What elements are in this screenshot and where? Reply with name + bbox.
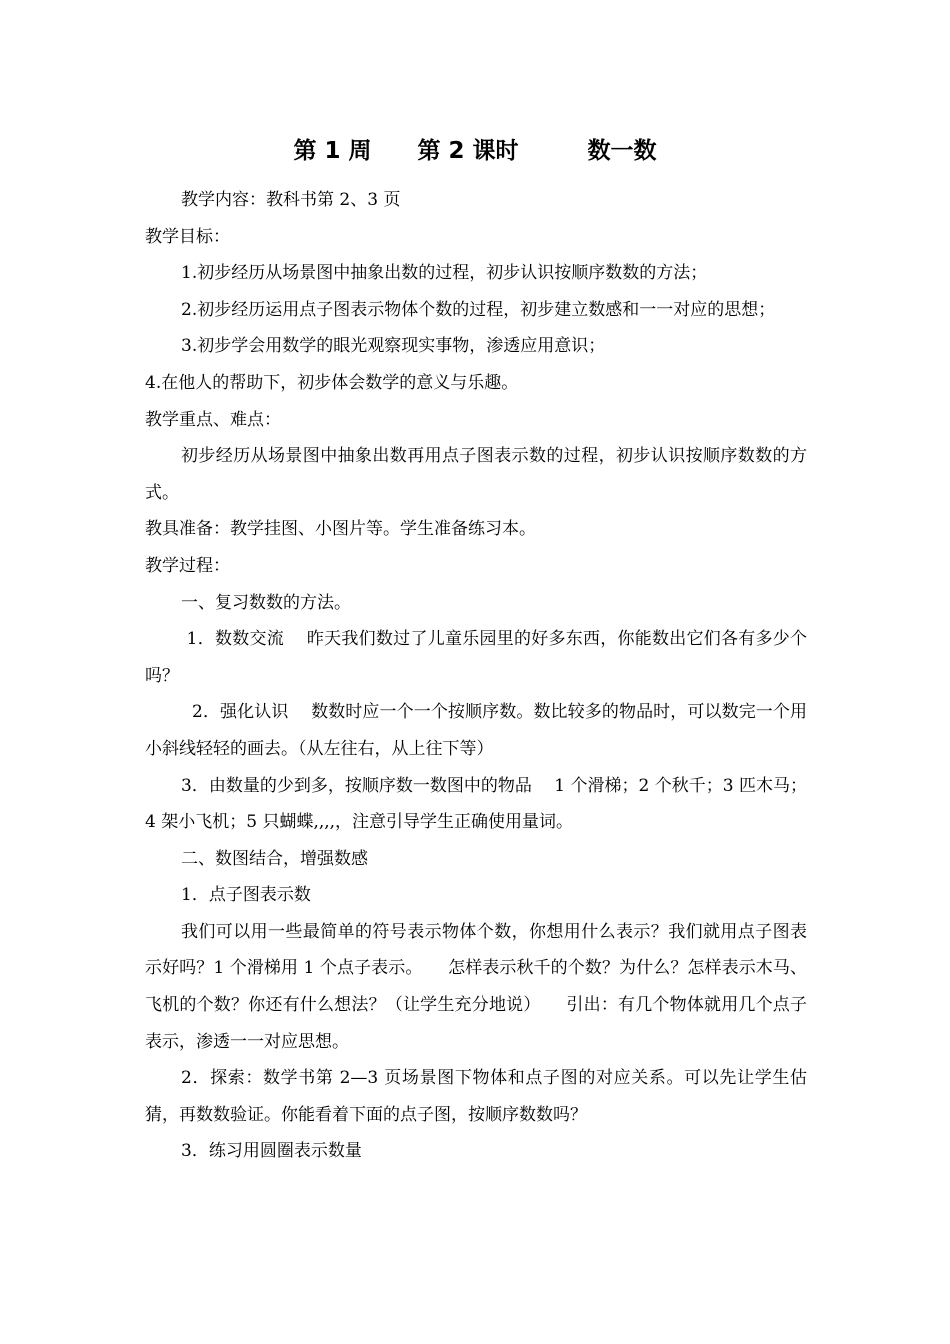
paragraph: 2．强化认识 数数时应一个一个按顺序数。数比较多的物品时，可以数完一个用小斜线轻轻的画去。（从左往右，从上往下等） (145, 702, 808, 759)
paragraph: 教学重点、难点： (145, 409, 281, 430)
paragraph: 1．数数交流 昨天我们数过了儿童乐园里的好多东西，你能数出它们各有多少个吗？ (145, 629, 808, 686)
paragraph: 4.在他人的帮助下，初步体会数学的意义与乐趣。 (145, 372, 519, 393)
paragraph: 1．点子图表示数 (181, 885, 311, 906)
page-title: 第 1 周 第 2 课时 数一数 (293, 138, 657, 164)
paragraph: 初步经历从场景图中抽象出数再用点子图表示数的过程，初步认识按顺序数数的方式。 (145, 446, 807, 503)
paragraph: 教学目标： (145, 226, 230, 247)
paragraph: 2．探索：数学书第 2—3 页场景图下物体和点子图的对应关系。可以先让学生估猜，再数数验证。你能看着下面的点子图，按顺序数数吗？ (145, 1068, 807, 1125)
paragraph: 我们可以用一些最简单的符号表示物体个数，你想用什么表示？我们就用点子图表示好吗？1 个滑梯用 1 个点子表示。 怎样表示秋千的个数？为什么？怎样表示木马、飞机的个数？你还有什么想法？（让学生充分地说） 引出：有几个物体就用几个点子表示，渗透一一对应思想。 (145, 921, 807, 1052)
paragraph: 3．练习用圆圈表示数量 (181, 1141, 362, 1162)
paragraph: 3.初步学会用数学的眼光观察现实事物，渗透应用意识； (181, 336, 606, 357)
paragraph: 教学内容：教科书第 2、3 页 (181, 190, 401, 210)
paragraph: 3．由数量的少到多，按顺序数一数图中的物品 1 个滑梯；2 个秋千；3 匹木马；4 架小飞机；5 只蝴蝶,,,,，注意引导学生正确使用量词。 (145, 775, 807, 833)
paragraph: 教具准备：教学挂图、小图片等。学生准备练习本。 (145, 519, 536, 540)
paragraph: 教学过程： (145, 555, 230, 576)
document-body (145, 182, 807, 1170)
paragraph: 二、数图结合，增强数感 (181, 848, 368, 869)
paragraph: 2.初步经历运用点子图表示物体个数的过程，初步建立数感和一一对应的思想； (181, 299, 776, 320)
paragraph: 一、复习数数的方法。 (181, 592, 351, 613)
paragraph: 1.初步经历从场景图中抽象出数的过程，初步认识按顺序数数的方法； (181, 263, 708, 284)
